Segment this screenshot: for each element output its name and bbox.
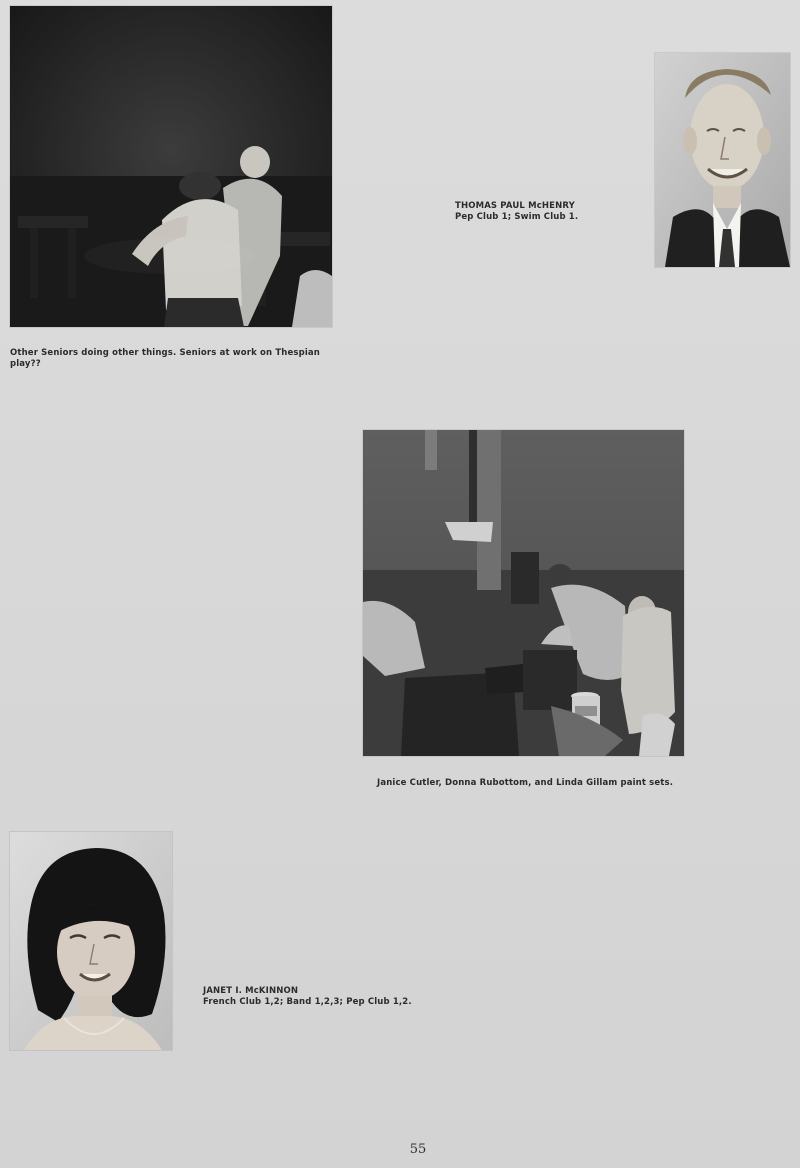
thomas-mchenry-portrait-art (655, 53, 790, 267)
seniors-photo-caption (10, 348, 334, 370)
thomas-mchenry-activities: Pep Club 1; Swim Club 1. (455, 212, 579, 222)
janet-mckinnon-portrait-art (10, 832, 172, 1050)
painting-sets-caption-text: Janice Cutler, Donna Rubottom, and Linda Gillam paint sets. (377, 778, 674, 788)
seniors-photo-caption-text: Other Seniors doing other things. Seniors at work on Thespian play?? (10, 348, 320, 369)
thomas-mchenry-caption (455, 201, 635, 223)
thomas-mchenry-name: THOMAS PAUL McHENRY (455, 201, 575, 211)
janet-mckinnon-name: JANET I. McKINNON (203, 986, 299, 996)
janet-mckinnon-portrait (10, 832, 172, 1050)
painting-sets-photo-art (363, 430, 684, 756)
seniors-hug-photo (10, 6, 332, 327)
janet-mckinnon-activities: French Club 1,2; Band 1,2,3; Pep Club 1,2. (203, 997, 412, 1007)
painting-sets-photo (363, 430, 684, 756)
seniors-hug-photo-art (10, 6, 332, 327)
page-number: 55 (409, 1142, 427, 1157)
janet-mckinnon-caption (203, 986, 433, 1008)
painting-sets-caption (377, 778, 697, 789)
thomas-mchenry-portrait (655, 53, 790, 267)
